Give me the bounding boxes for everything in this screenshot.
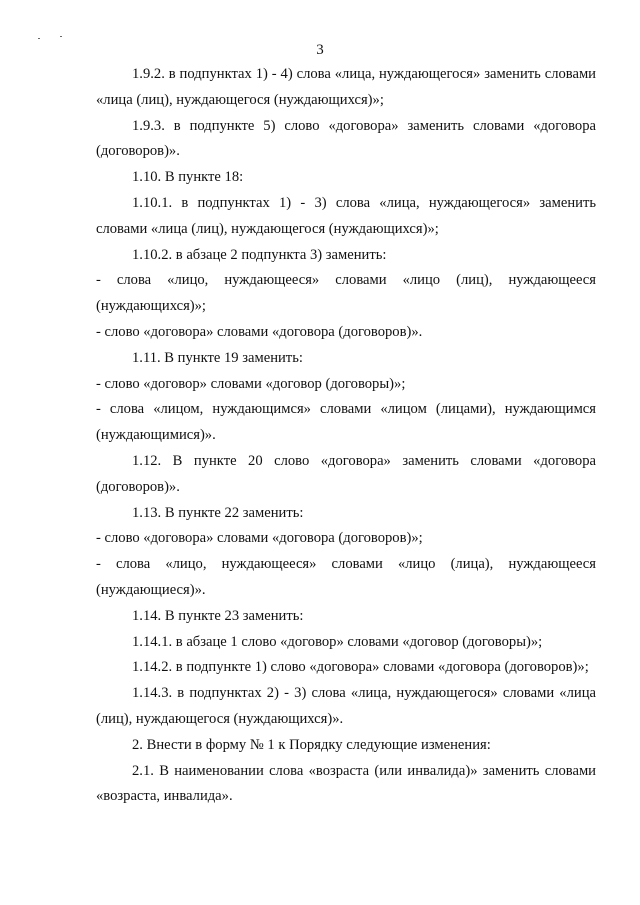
- paragraph-1-10-2-item-1: - слова «лицо, нуждающееся» словами «лицо (лиц), нуждающееся (нуждающихся)»;: [96, 272, 596, 315]
- paragraph-1-9-2: 1.9.2. в подпунктах 1) - 4) слова «лица, нуждающегося» заменить словами «лица (лиц), нуждающегося (нуждающихся)»;: [96, 66, 596, 108]
- document-body: [96, 62, 596, 810]
- paragraph-2: 2. Внести в форму № 1 к Порядку следующие изменения:: [132, 736, 491, 753]
- paragraph-1-9-3: 1.9.3. в подпункте 5) слово «договора» заменить словами «договора (договоров)».: [96, 117, 596, 160]
- paragraph-1-14: 1.14. В пункте 23 заменить:: [132, 607, 304, 624]
- paragraph-2-1: 2.1. В наименовании слова «возраста (или инвалида)» заменить словами «возраста, инвалида».: [96, 762, 596, 805]
- scan-speck: [60, 36, 62, 37]
- paragraph-1-14-3: 1.14.3. в подпунктах 2) - 3) слова «лица, нуждающегося» словами «лица (лиц), нуждающегося (нуждающихся)».: [96, 685, 596, 727]
- paragraph-1-13-item-1: - слово «договора» словами «договора (договоров)»;: [96, 530, 423, 547]
- paragraph-1-11: 1.11. В пункте 19 заменить:: [132, 349, 303, 366]
- paragraph-1-13: 1.13. В пункте 22 заменить:: [132, 504, 304, 521]
- paragraph-1-10-2: 1.10.2. в абзаце 2 подпункта 3) заменить:: [132, 246, 387, 263]
- paragraph-1-11-item-2: - слова «лицом, нуждающимся» словами «лицом (лицами), нуждающимся (нуждающимися)».: [96, 401, 596, 444]
- paragraph-1-12: 1.12. В пункте 20 слово «договора» заменить словами «договора (договоров)».: [96, 452, 596, 495]
- paragraph-1-10-2-item-2: - слово «договора» словами «договора (договоров)».: [96, 323, 423, 340]
- paragraph-1-14-1: 1.14.1. в абзаце 1 слово «договор» словами «договор (договоры)»;: [132, 633, 543, 650]
- paragraph-1-11-item-1: - слово «договор» словами «договор (договоры)»;: [96, 375, 406, 392]
- page-number: 3: [316, 42, 324, 58]
- paragraph-1-10: 1.10. В пункте 18:: [132, 169, 244, 186]
- scan-speck: [38, 38, 40, 39]
- paragraph-1-10-1: 1.10.1. в подпунктах 1) - 3) слова «лица, нуждающегося» заменить словами «лица (лиц), нуждающегося (нуждающихся)»;: [96, 194, 596, 237]
- paragraph-1-13-item-2: - слова «лицо, нуждающееся» словами «лицо (лица), нуждающееся (нуждающиеся)».: [96, 556, 596, 598]
- paragraph-1-14-2: 1.14.2. в подпункте 1) слово «договора» словами «договора (договоров)»;: [132, 659, 589, 676]
